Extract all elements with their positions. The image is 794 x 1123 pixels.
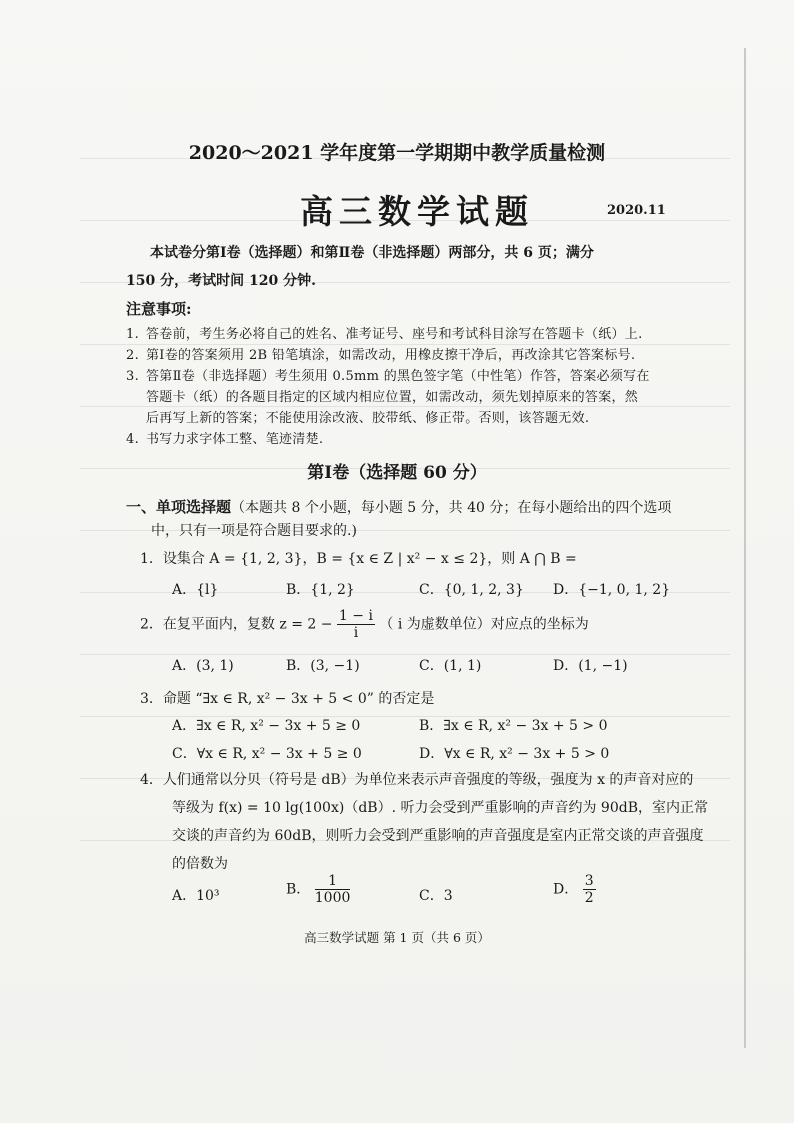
- q4-option-b: [286, 873, 350, 906]
- question-number: 1．: [140, 551, 163, 567]
- note-item: [126, 407, 589, 426]
- q1-option-d: D．{−1, 0, 1, 2}: [553, 582, 671, 598]
- q4-option-d: [553, 873, 596, 906]
- q1-option-b: B．{1, 2}: [286, 582, 355, 598]
- q2-option-c: C．(1, 1): [419, 658, 482, 674]
- question-line: 人们通常以分贝（符号是 dB）为单位来表示声音强度的等级，强度为 x 的声音对应的: [162, 772, 694, 788]
- note-text: 后再写上新的答案；不能使用涂改液、胶带纸、修正带。否则，该答题无效.: [146, 411, 590, 426]
- q1-option-c: C．{0, 1, 2, 3}: [419, 582, 524, 598]
- fraction-numerator: 3: [584, 873, 594, 889]
- fraction-numerator: 1 − i: [338, 608, 373, 624]
- note-text: 答题卡（纸）的各题目指定的区域内相应位置，如需改动，须先划掉原来的答案，然: [146, 390, 639, 405]
- note-item: [126, 323, 643, 342]
- note-text: 书写力求字体工整、笔迹清楚.: [146, 432, 324, 447]
- question-line: 交谈的声音约为 60dB，则听力会受到严重影响的声音强度是室内正常交谈的声音强度: [172, 828, 704, 844]
- fraction-denominator: 1000: [314, 890, 351, 907]
- part-heading: [126, 496, 671, 517]
- note-number: 1.: [126, 327, 140, 342]
- question-4: [140, 769, 693, 789]
- part-heading-desc: （本题共 8 个小题，每小题 5 分，共 40 分；在每小题给出的四个选项: [231, 500, 672, 516]
- note-number: 4.: [126, 432, 140, 447]
- section-title: 第Ⅰ卷（选择题 60 分）: [307, 463, 487, 483]
- page-footer: 高三数学试题 第 1 页（共 6 页）: [304, 930, 490, 945]
- note-item: [126, 365, 650, 384]
- q4-option-a: A．10³: [172, 888, 220, 904]
- intro-line-2: 150 分，考试时间 120 分钟.: [126, 273, 316, 289]
- notes-heading: 注意事项:: [126, 300, 192, 318]
- note-item: [126, 386, 638, 405]
- fraction: [337, 608, 375, 641]
- note-text: 答第Ⅱ卷（非选择题）考生须用 0.5mm 的黑色签字笔（中性笔）作答，答案必须写在: [146, 369, 650, 384]
- q2-option-b: B．(3, −1): [286, 658, 360, 674]
- note-number: 2.: [126, 348, 140, 363]
- q2-option-d: D．(1, −1): [553, 658, 628, 674]
- question-3: [140, 688, 434, 708]
- note-item: [126, 428, 323, 447]
- exam-title: 高三数学试题: [300, 192, 534, 231]
- fraction: [315, 873, 351, 906]
- fraction-numerator: 1: [315, 873, 351, 890]
- question-2: [140, 608, 589, 641]
- q2-option-a: A．(3, 1): [172, 658, 234, 674]
- fraction: [583, 873, 596, 906]
- part-heading-desc-2: 中，只有一项是符合题目要求的.): [151, 523, 357, 539]
- question-stem-pre: 在复平面内，复数 z = 2 −: [162, 616, 333, 633]
- exam-subtitle: 2020～2021 学年度第一学期期中教学质量检测: [188, 142, 606, 164]
- option-label: D．: [553, 881, 579, 898]
- question-stem-post: （ i 为虚数单位）对应点的坐标为: [379, 616, 589, 633]
- note-number: 3.: [126, 369, 140, 384]
- page-edge-line: [744, 48, 746, 1048]
- q3-option-a: A．∃x ∈ R, x² − 3x + 5 ≥ 0: [172, 718, 361, 734]
- fraction-denominator: 2: [584, 890, 594, 907]
- exam-date: 2020.11: [607, 203, 666, 218]
- question-stem: 设集合 A = {1, 2, 3}，B = {x ∈ Z | x² − x ≤ 2}，则 A ⋂ B =: [162, 551, 577, 567]
- question-number: 3．: [140, 691, 163, 707]
- note-text: 第Ⅰ卷的答案须用 2B 铅笔填涂，如需改动，用橡皮擦干净后，再改涂其它答案标号.: [146, 348, 636, 363]
- q3-option-c: C．∀x ∈ R, x² − 3x + 5 ≥ 0: [172, 746, 362, 762]
- part-heading-title: 一、单项选择题: [126, 498, 232, 516]
- question-number: 2．: [140, 616, 163, 633]
- q3-option-b: B．∃x ∈ R, x² − 3x + 5 > 0: [419, 718, 608, 734]
- question-line: 的倍数为: [172, 856, 228, 872]
- intro-line-1: 本试卷分第Ⅰ卷（选择题）和第Ⅱ卷（非选择题）两部分，共 6 页；满分: [150, 245, 594, 261]
- q4-option-c: C．3: [419, 888, 453, 904]
- q1-option-a: A．{l}: [172, 582, 219, 598]
- question-stem: 命题 “∃x ∈ R, x² − 3x + 5 < 0” 的否定是: [162, 691, 435, 707]
- question-line: 等级为 f(x) = 10 lg(100x)（dB）. 听力会受到严重影响的声音约为 90dB，室内正常: [172, 800, 708, 816]
- question-number: 4．: [140, 772, 163, 788]
- option-label: B．: [286, 881, 311, 898]
- fraction-denominator: i: [353, 625, 359, 642]
- question-1: [140, 548, 577, 568]
- note-text: 答卷前，考生务必将自己的姓名、准考证号、座号和考试科目涂写在答题卡（纸）上.: [146, 327, 643, 342]
- q3-option-d: D．∀x ∈ R, x² − 3x + 5 > 0: [419, 746, 610, 762]
- note-item: [126, 344, 635, 363]
